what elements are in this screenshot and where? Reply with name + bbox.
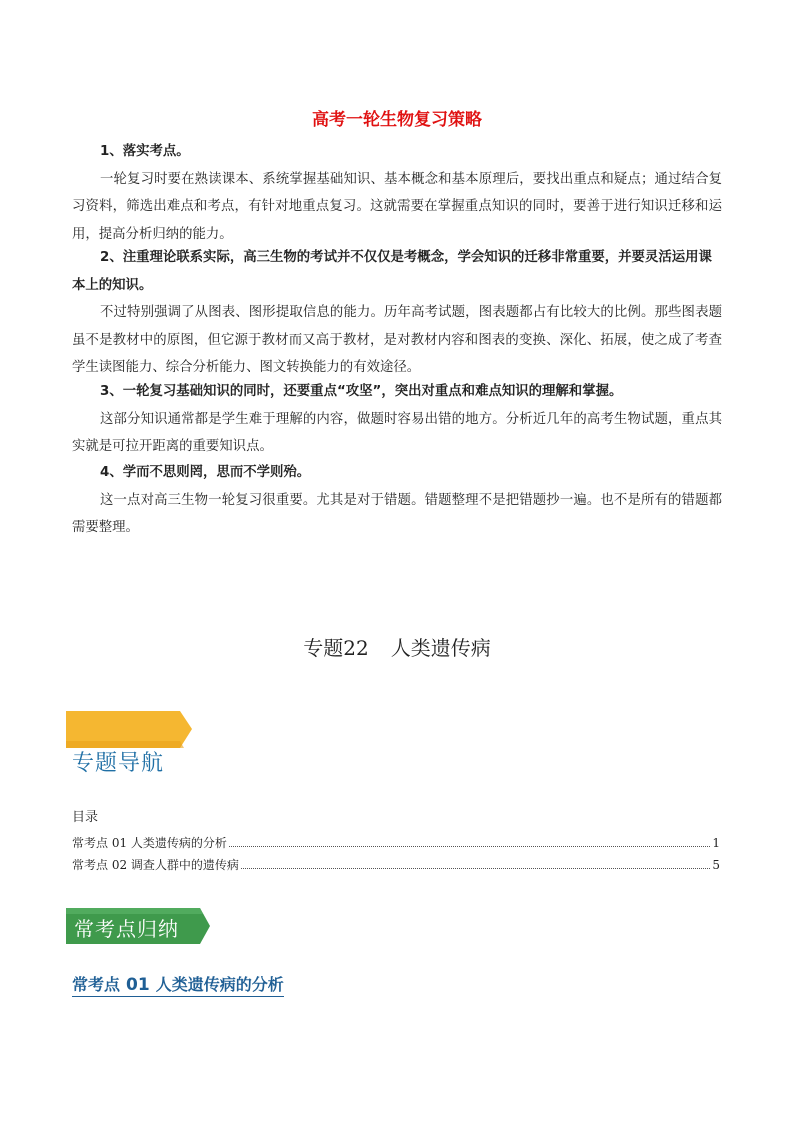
toc-entry-page: 1	[712, 836, 720, 850]
item-paragraph: 这部分知识通常都是学生难于理解的内容，做题时容易出错的地方。分析近几年的高考生物试题，重点其实就是可拉开距离的重要知识点。	[72, 411, 722, 454]
item-heading: 3、一轮复习基础知识的同时，还要重点“攻坚”，突出对重点和难点知识的理解和掌握。	[100, 384, 623, 399]
toc-entry[interactable]	[72, 834, 720, 851]
keypoint-heading	[72, 972, 284, 997]
toc-entry-label: 常考点 02 调查人群中的遗传病	[72, 858, 239, 872]
topic-name: 人类遗传病	[390, 636, 491, 660]
topic-title	[0, 632, 794, 661]
strategy-item-2	[72, 244, 722, 382]
item-heading: 2、注重理论联系实际，高三生物的考试并不仅仅是考概念，学会知识的迁移非常重要，并要灵活运用课本上的知识。	[72, 250, 712, 293]
summary-label: 常考点归纳	[74, 917, 179, 941]
keypoint-prefix: 常考点	[72, 975, 121, 994]
toc-entry-label: 常考点 01 人类遗传病的分析	[72, 836, 227, 850]
item-paragraph: 这一点对高三生物一轮复习很重要。尤其是对于错题。错题整理不是把错题抄一遍。也不是所有的错题都需要整理。	[72, 492, 722, 535]
toc-leader-dots	[229, 846, 710, 847]
strategy-title: 高考一轮生物复习策略	[312, 110, 482, 130]
toc-title: 目录	[72, 810, 99, 825]
toc-entry-page: 5	[712, 858, 720, 872]
nav-banner-shape	[66, 711, 192, 748]
keypoint-number: 01	[126, 975, 150, 995]
strategy-item-4	[72, 459, 722, 542]
item-heading: 4、学而不思则罔，思而不学则殆。	[100, 465, 311, 480]
strategy-item-3	[72, 378, 722, 461]
nav-label: 专题导航	[72, 751, 165, 776]
keypoint-name: 人类遗传病的分析	[155, 975, 284, 994]
item-heading: 1、落实考点。	[100, 144, 190, 159]
strategy-item-1	[72, 138, 722, 248]
item-paragraph: 一轮复习时要在熟读课本、系统掌握基础知识、基本概念和基本原理后，要找出重点和疑点；通过结合复习资料，筛选出难点和考点，有针对地重点复习。这就需要在掌握重点知识的同时，要善于进行知识迁移和运用，提高分析归纳的能力。	[72, 171, 722, 242]
toc-entry[interactable]	[72, 856, 720, 873]
item-paragraph: 不过特别强调了从图表、图形提取信息的能力。历年高考试题，图表题都占有比较大的比例。那些图表题虽不是教材中的原图，但它源于教材而又高于教材，是对教材内容和图表的变换、深化、拓展，使之成了考查学生读图能力、综合分析能力、图文转换能力的有效途径。	[72, 305, 722, 375]
topic-prefix: 专题22	[303, 636, 369, 660]
toc-leader-dots	[241, 868, 710, 869]
